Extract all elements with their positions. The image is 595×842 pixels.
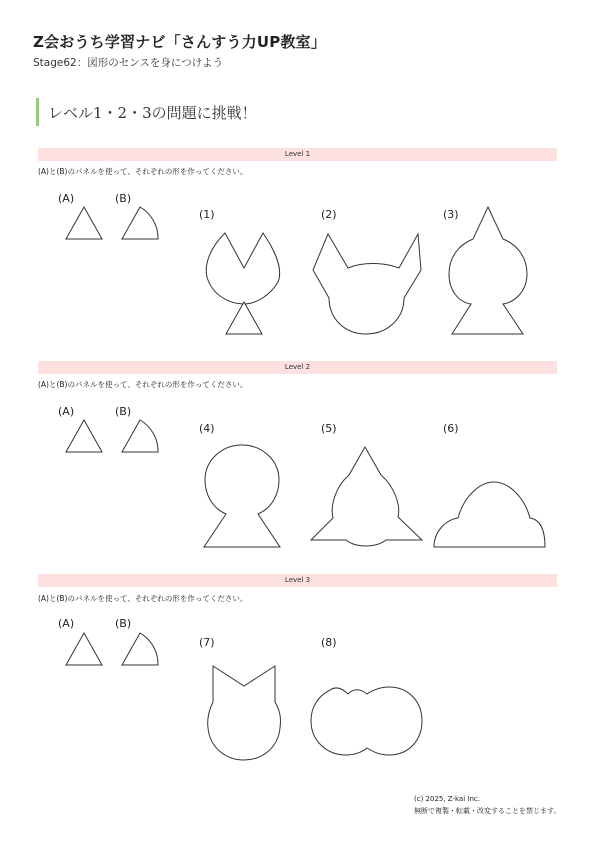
section-heading: レベル1・2・3の問題に挑戦！: [48, 104, 257, 122]
level-3-panel-b-quarter-circle: [122, 633, 158, 665]
level-3-panel-a-triangle: [66, 633, 102, 665]
figure-1-triangle: [226, 302, 262, 334]
level-2-panel-a-triangle: [66, 420, 102, 452]
figure-8-label: (8): [321, 636, 337, 649]
figure-5-label: (5): [321, 422, 337, 435]
figure-2-label: (2): [321, 208, 337, 221]
footer-copyright: (c) 2025, Z-kai Inc.: [414, 795, 480, 803]
figure-6-label: (6): [443, 422, 459, 435]
figure-4-shape: [204, 445, 280, 547]
figure-1-shape: [206, 233, 279, 304]
footer-notice: 無断で複製・転載・改変することを禁じます。: [414, 807, 561, 815]
figure-8-shape: [311, 687, 422, 755]
figure-7-label: (7): [199, 636, 215, 649]
level-1-panel-a-triangle: [66, 207, 102, 239]
page-subtitle: Stage62：図形のセンスを身につけよう: [33, 57, 224, 69]
level-2-panel-b-label: (B): [115, 405, 132, 418]
page-title: Z会おうち学習ナビ「さんすう力UP教室」: [33, 33, 327, 51]
level-1-panel-b-quarter-circle: [122, 207, 158, 239]
figure-2-shape: [313, 234, 421, 334]
level-1-band: Level 1: [38, 148, 557, 161]
figure-4-label: (4): [199, 422, 215, 435]
level-3-instruction: (A)と(B)のパネルを使って、それぞれの形を作ってください。: [38, 594, 248, 603]
level-2-panel-b-quarter-circle: [122, 420, 158, 452]
figure-3-shape: [449, 207, 527, 334]
figure-7-shape: [208, 666, 281, 760]
level-3-band: Level 3: [38, 574, 557, 587]
figure-5-shape: [311, 447, 422, 546]
figure-3-label: (3): [443, 208, 459, 221]
level-3-panel-a-label: (A): [58, 617, 75, 630]
figure-1-label: (1): [199, 208, 215, 221]
level-1-panel-a-label: (A): [58, 192, 75, 205]
level-1-instruction: (A)と(B)のパネルを使って、それぞれの形を作ってください。: [38, 167, 248, 176]
level-2-panel-a-label: (A): [58, 405, 75, 418]
level-2-instruction: (A)と(B)のパネルを使って、それぞれの形を作ってください。: [38, 380, 248, 389]
level-1-panel-b-label: (B): [115, 192, 132, 205]
level-2-band: Level 2: [38, 361, 557, 374]
level-3-panel-b-label: (B): [115, 617, 132, 630]
figure-6-shape: [434, 482, 545, 547]
